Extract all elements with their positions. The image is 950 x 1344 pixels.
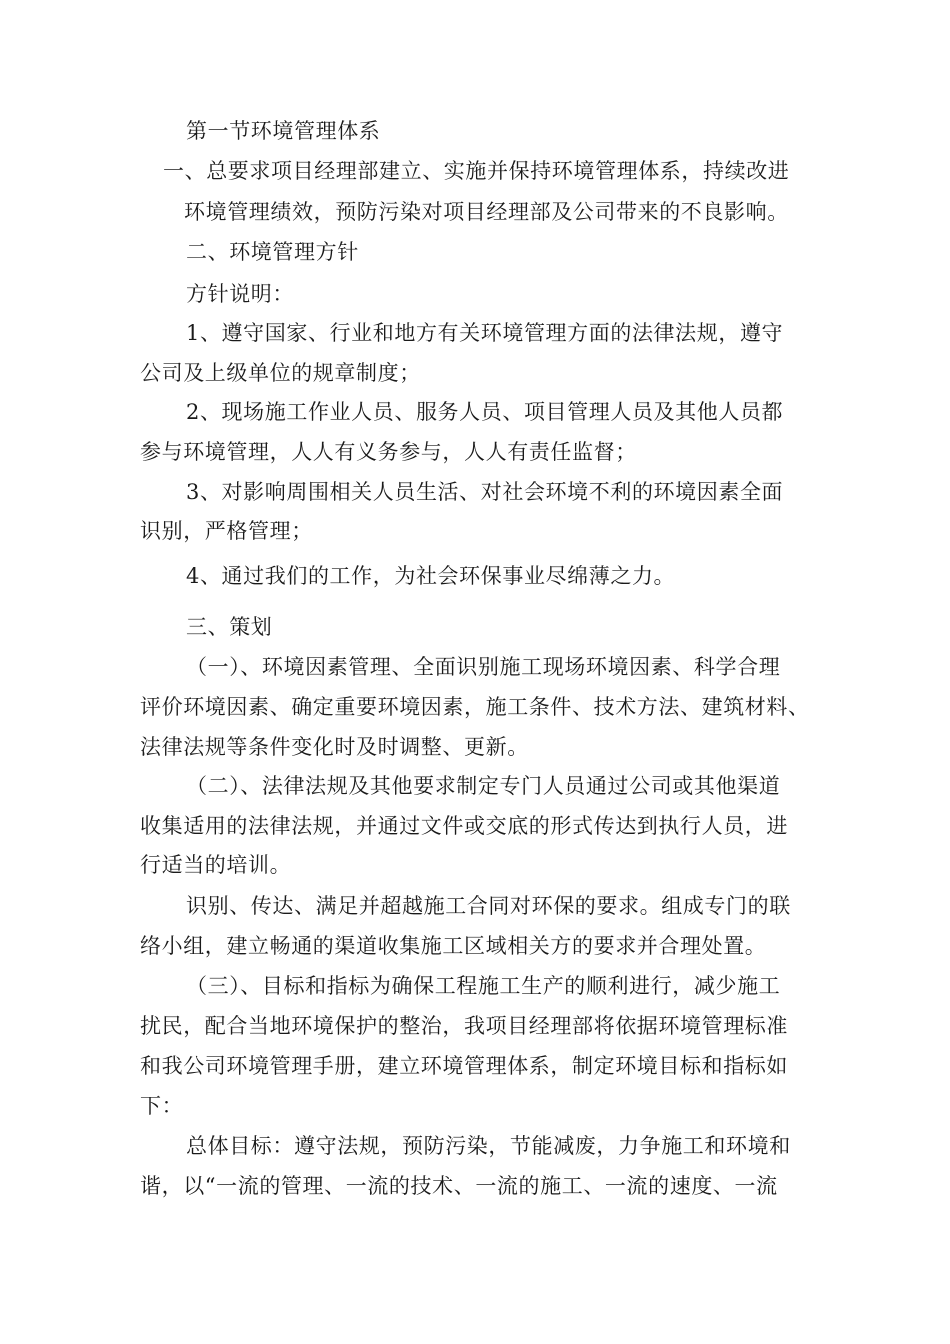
paragraph-line: 识别，严格管理； xyxy=(140,519,313,543)
paragraph-line: 法律法规等条件变化时及时调整、更新。 xyxy=(140,735,529,759)
paragraph-line: 参与环境管理，人人有义务参与，人人有责任监督； xyxy=(140,440,637,464)
paragraph-line: 环境管理绩效，预防污染对项目经理部及公司带来的不良影响。 xyxy=(184,200,789,224)
heading-line: 二、环境管理方针 xyxy=(186,240,359,264)
paragraph-line: （二）、法律法规及其他要求制定专门人员通过公司或其他渠道 xyxy=(186,774,781,798)
paragraph-line: 一、总要求项目经理部建立、实施并保持环境管理体系，持续改进 xyxy=(163,159,790,183)
heading-line: 三、策划 xyxy=(186,615,273,639)
paragraph-line: 收集适用的法律法规，并通过文件或交底的形式传达到执行人员，进 xyxy=(140,814,788,838)
paragraph-line: 和我公司环境管理手册，建立环境管理体系，制定环境目标和指标如 xyxy=(140,1054,788,1078)
paragraph-line: 2、现场施工作业人员、服务人员、项目管理人员及其他人员都 xyxy=(186,400,784,424)
paragraph-line: 方针说明： xyxy=(186,282,294,306)
paragraph-line: （三）、目标和指标为确保工程施工生产的顺利进行，减少施工 xyxy=(186,974,781,998)
section-title: 第一节环境管理体系 xyxy=(186,119,381,143)
paragraph-line: 总体目标：遵守法规，预防污染，节能减废，力争施工和环境和 xyxy=(186,1134,791,1158)
paragraph-line: 下： xyxy=(140,1094,184,1118)
paragraph-line: 公司及上级单位的规章制度； xyxy=(140,361,421,385)
paragraph-line: 行适当的培训。 xyxy=(140,853,292,877)
paragraph-line: 谐，以“一流的管理、一流的技术、一流的施工、一流的速度、一流 xyxy=(140,1174,778,1198)
paragraph-line: 扰民，配合当地环境保护的整治，我项目经理部将依据环境管理标准 xyxy=(140,1014,788,1038)
paragraph-line: 1、遵守国家、行业和地方有关环境管理方面的法律法规，遵守 xyxy=(186,321,784,345)
paragraph-line: （一）、环境因素管理、全面识别施工现场环境因素、科学合理 xyxy=(186,655,781,679)
paragraph-line: 4、通过我们的工作，为社会环保事业尽绵薄之力。 xyxy=(186,564,676,588)
paragraph-line: 络小组，建立畅通的渠道收集施工区域相关方的要求并合理处置。 xyxy=(140,934,767,958)
paragraph-line: 识别、传达、满足并超越施工合同对环保的要求。组成专门的联 xyxy=(186,894,791,918)
paragraph-line: 3、对影响周围相关人员生活、对社会环境不利的环境因素全面 xyxy=(186,480,784,504)
paragraph-line: 评价环境因素、确定重要环境因素，施工条件、技术方法、建筑材料、 xyxy=(140,695,810,719)
